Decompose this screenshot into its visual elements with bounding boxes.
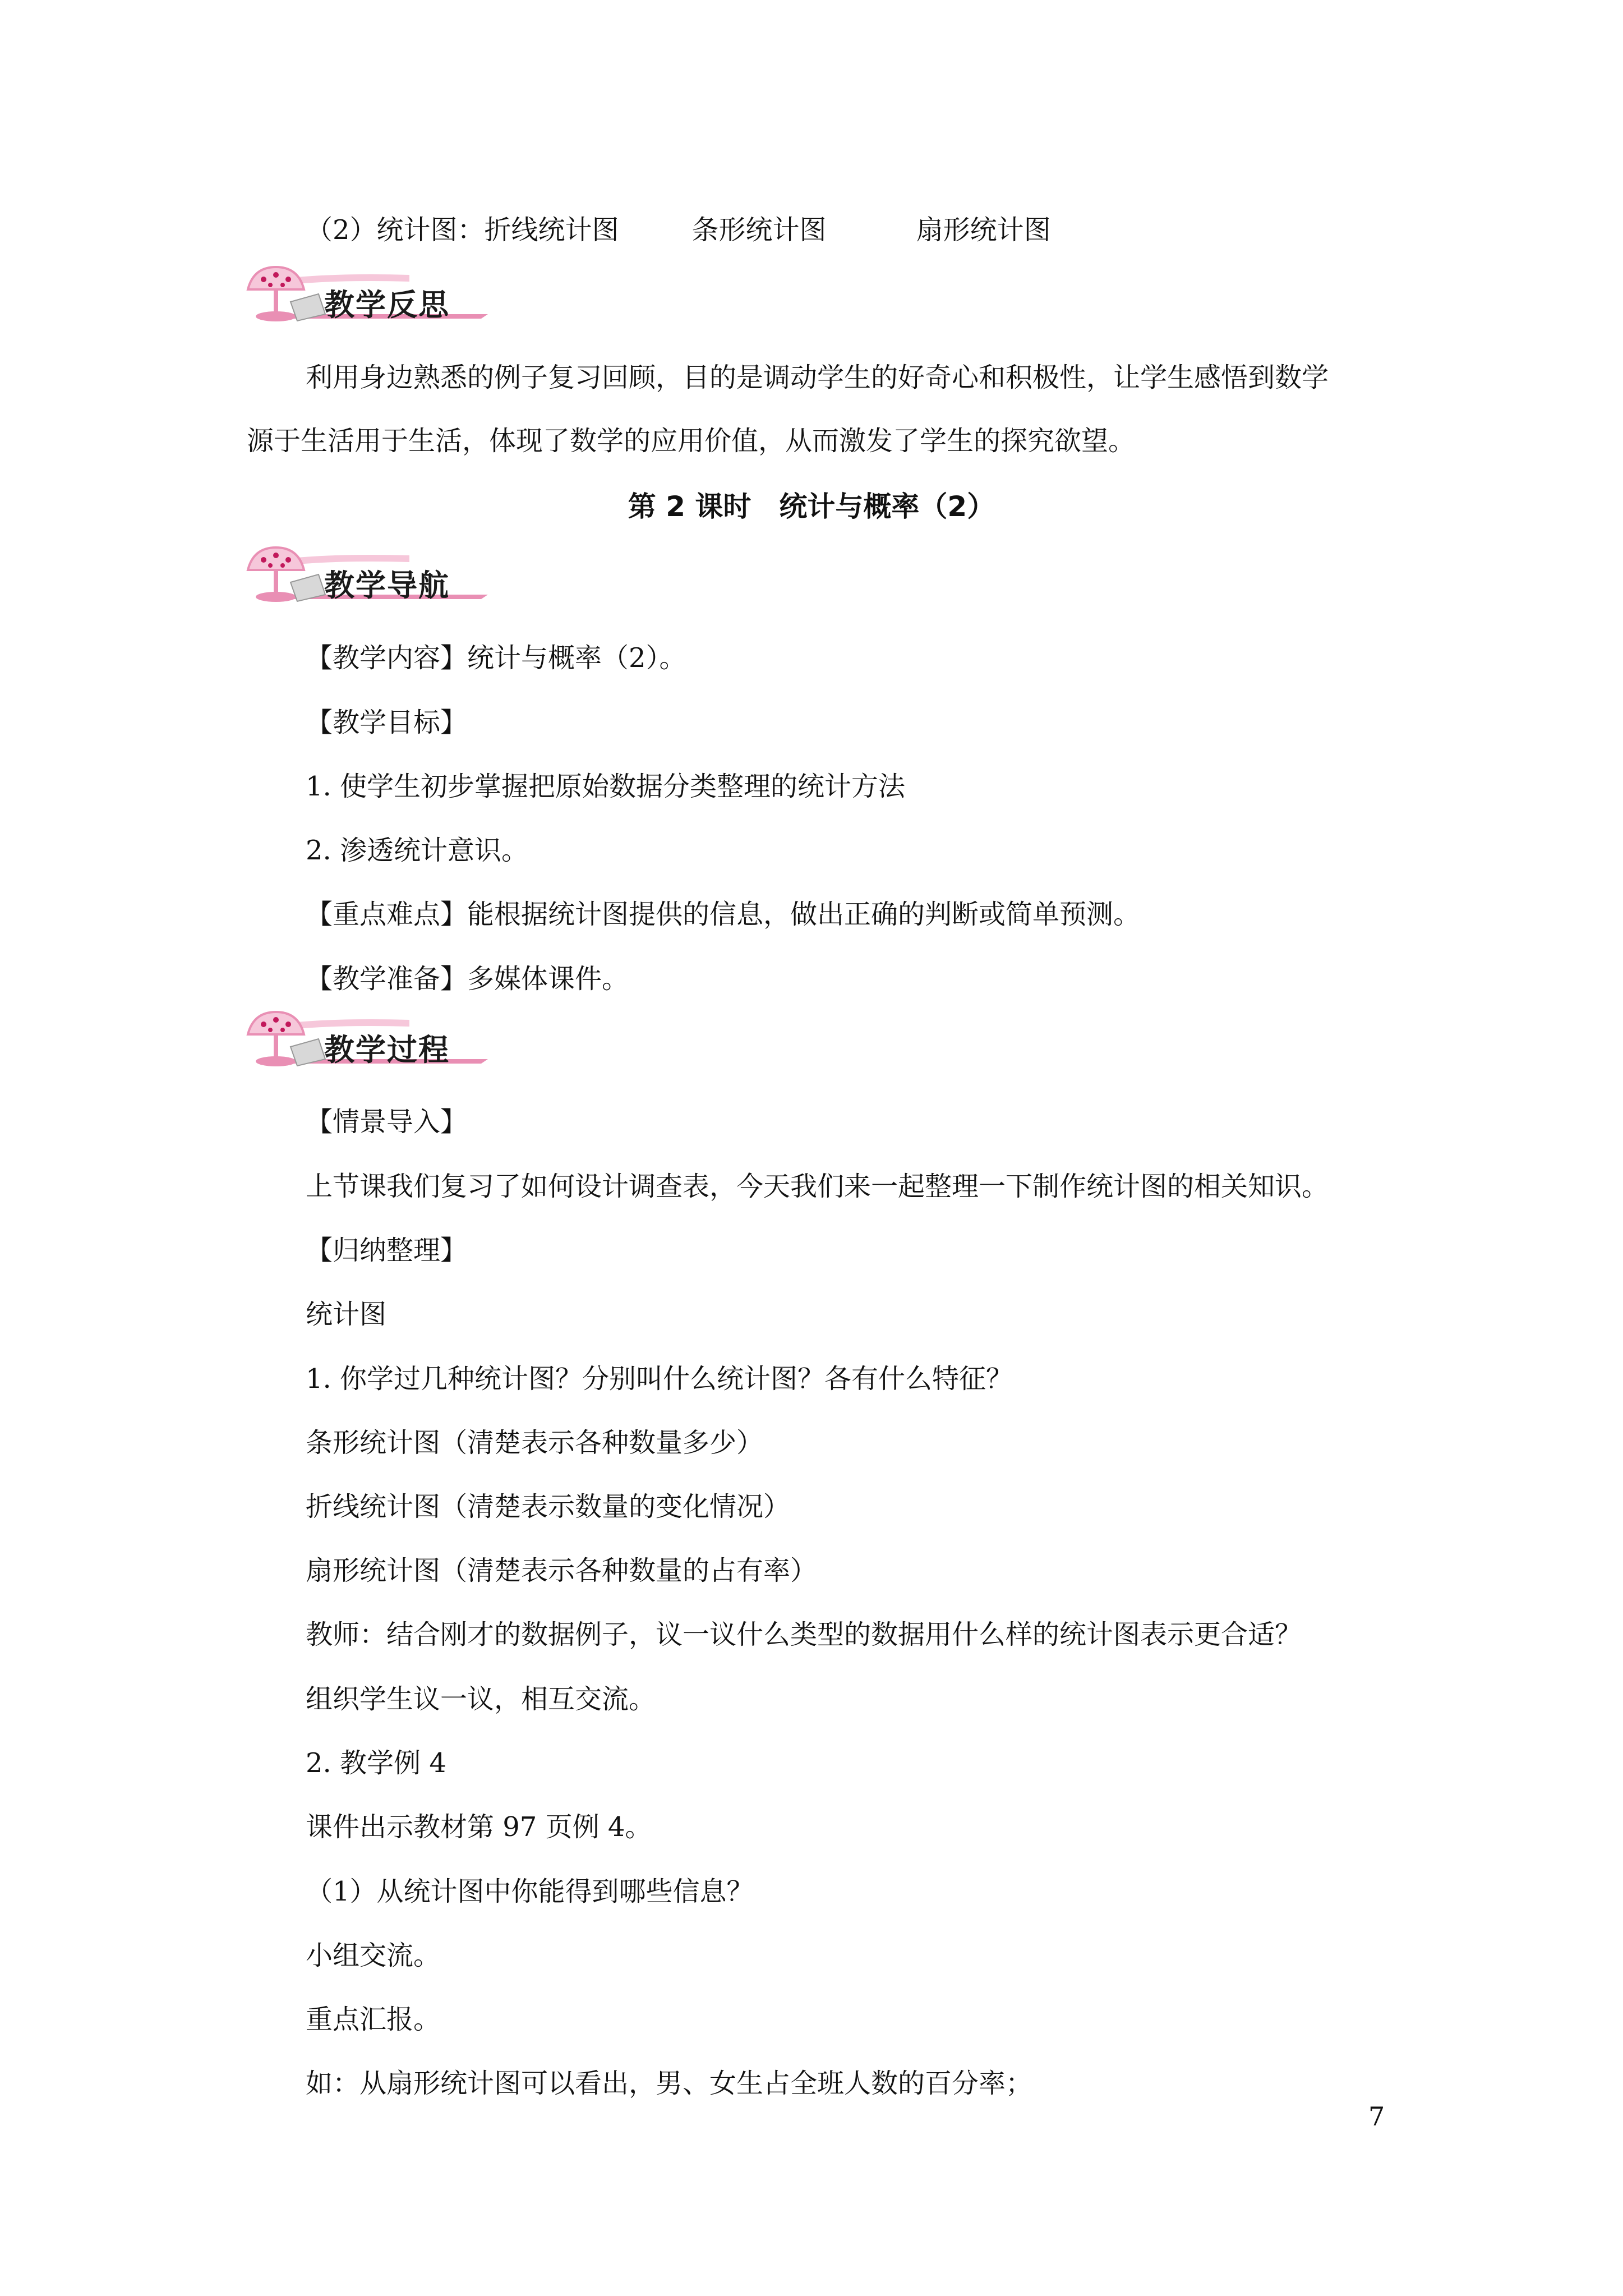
nav-preparation: 【教学准备】多媒体课件。 (306, 963, 629, 995)
process-topic: 统计图 (306, 1299, 387, 1330)
process-lead-in-heading: 【情景导入】 (306, 1106, 468, 1138)
chart-type-pie: 扇形统计图 (916, 214, 1051, 246)
section-badge-reflection (241, 263, 494, 341)
process-question-1: 1. 你学过几种统计图？分别叫什么统计图？各有什么特征？ (306, 1363, 1013, 1395)
page-number: 7 (1368, 2101, 1385, 2132)
nav-key-points: 【重点难点】能根据统计图提供的信息，做出正确的判断或简单预测。 (306, 899, 1141, 930)
nav-goal-1: 1. 使学生初步掌握把原始数据分类整理的统计方法 (306, 771, 906, 802)
reflection-line-2: 源于生活用于生活，体现了数学的应用价值，从而激发了学生的探究欲望。 (247, 425, 1136, 457)
lesson-title: 第 2 课时 统计与概率（2） (628, 490, 995, 523)
chart-types-line (306, 213, 1051, 247)
nav-goals-heading: 【教学目标】 (306, 707, 468, 738)
process-bar-chart: 条形统计图（清楚表示各种数量多少） (306, 1427, 764, 1458)
process-teacher: 教师：结合刚才的数据例子，议一议什么类型的数据用什么样的统计图表示更合适？ (306, 1619, 1302, 1650)
chart-types-prefix: （2）统计图：折线统计图 (306, 214, 619, 246)
nav-goal-2: 2. 渗透统计意识。 (306, 835, 529, 866)
process-pie-chart: 扇形统计图（清楚表示各种数量的占有率） (306, 1555, 818, 1586)
process-summary-heading: 【归纳整理】 (306, 1235, 468, 1266)
process-lead-in-text: 上节课我们复习了如何设计调查表，今天我们来一起整理一下制作统计图的相关知识。 (306, 1171, 1329, 1202)
section-badge-process (241, 1007, 494, 1086)
process-discuss: 组织学生议一议，相互交流。 (306, 1683, 656, 1715)
process-example-answer: 如：从扇形统计图可以看出，男、女生占全班人数的百分率； (306, 2068, 1033, 2099)
process-courseware: 课件出示教材第 97 页例 4。 (306, 1811, 652, 1843)
reflection-line-1: 利用身边熟悉的例子复习回顾，目的是调动学生的好奇心和积极性，让学生感悟到数学 (306, 362, 1329, 393)
process-example-heading: 2. 教学例 4 (306, 1747, 446, 1779)
section-title-process: 教学过程 (324, 1032, 450, 1068)
nav-content: 【教学内容】统计与概率（2）。 (306, 642, 686, 674)
process-report: 重点汇报。 (306, 2004, 441, 2035)
chart-type-bar: 条形统计图 (691, 214, 827, 246)
process-sub-question-1: （1）从统计图中你能得到哪些信息？ (306, 1876, 754, 1907)
process-group: 小组交流。 (306, 1940, 441, 1971)
process-line-chart: 折线统计图（清楚表示数量的变化情况） (306, 1491, 791, 1522)
section-title-navigation: 教学导航 (324, 568, 450, 603)
section-title-reflection: 教学反思 (324, 287, 450, 323)
section-badge-navigation (241, 543, 494, 622)
